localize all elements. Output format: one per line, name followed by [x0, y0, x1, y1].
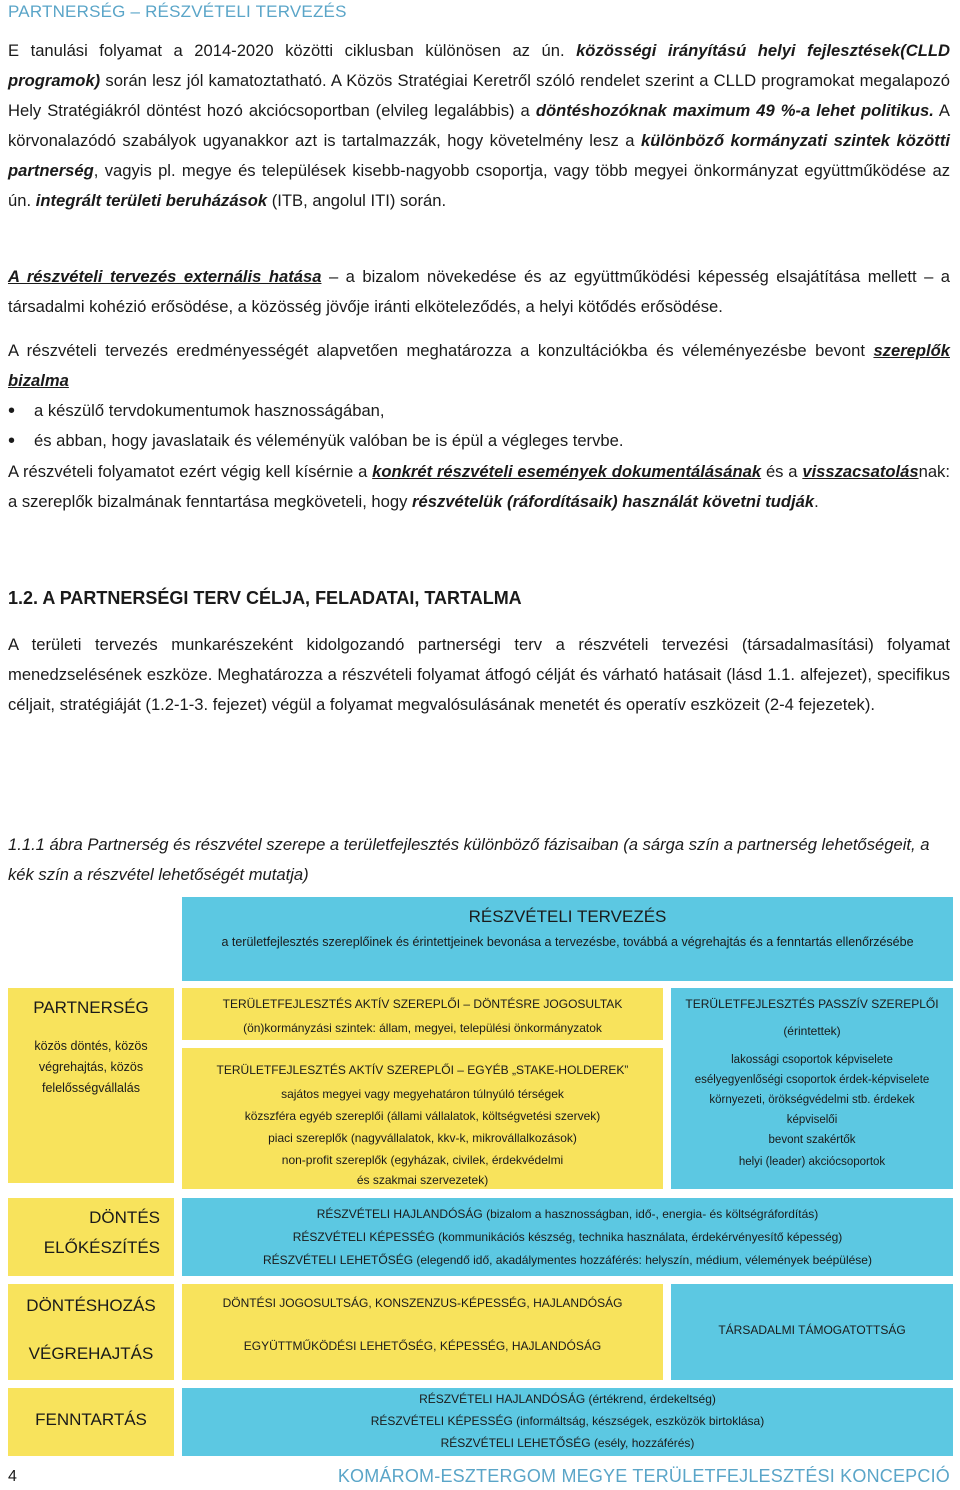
section-title: 1.2. A PARTNERSÉGI TERV CÉLJA, FELADATAI, TARTALMA [8, 588, 522, 608]
list-item: • és abban, hogy javaslataik és véleményük valóban be is épül a végleges tervbe. [8, 426, 950, 456]
maintenance-box [8, 1388, 174, 1456]
stakeholder-line: közszféra egyéb szereplői (állami vállalatok, költségvetési szervek) [244, 1109, 601, 1123]
passive-actors-title: TERÜLETFEJLESZTÉS PASSZÍV SZEREPLŐI [685, 997, 939, 1011]
decision-making-label: DÖNTÉSHOZÁS [26, 1296, 156, 1315]
active-actors-decision-box [182, 988, 663, 1040]
passive-actor-line: lakossági csoportok képviselete [731, 1054, 893, 1066]
social-support-box [671, 1284, 953, 1380]
active-actors-decision-line: (ön)kormányzási szintek: állam, megyei, települési önkormányzatok [243, 1021, 602, 1035]
passive-actor-line: bevont szakértők [768, 1134, 856, 1146]
active-actors-decision-title: TERÜLETFEJLESZTÉS AKTÍV SZEREPLŐI – DÖNTÉSRE JOGOSULTAK [222, 997, 623, 1011]
active-actors-stakeholders-box [182, 1048, 663, 1189]
list-item: • a készülő tervdokumentumok hasznosságában, [8, 396, 950, 426]
participatory-planning-box [182, 897, 953, 981]
maintenance-line: RÉSZVÉTELI KÉPESSÉG (informáltság, készségek, eszközök birtoklása) [370, 1414, 765, 1428]
passive-actor-line: helyi (leader) akciócsoportok [738, 1156, 886, 1168]
maintenance-line: RÉSZVÉTELI LEHETŐSÉG (esély, hozzáférés) [440, 1436, 695, 1450]
paragraph-externalities: A részvételi tervezés externális hatása – a bizalom növekedése és az együttműködési képesség elsajátítása mellett – a társadalmi kohézió erősödése, a közösség jövője iránti elköteleződés, a helyi kötődés erősödése. [8, 267, 951, 316]
decision-preparation-participation-box [182, 1198, 953, 1276]
decision-preparation-box [8, 1198, 174, 1276]
participation-line: RÉSZVÉTELI HAJLANDÓSÁG (bizalom a hasznosságban, idő-, energia- és költségráfordítás) [316, 1207, 819, 1221]
page-number: 4 [8, 1468, 17, 1485]
stakeholder-line: piaci szereplők (nagyvállalatok, kkv-k, mikrovállalkozások) [268, 1131, 577, 1145]
maintenance-label: FENNTARTÁS [35, 1410, 147, 1429]
paragraph-partnership-plan: A területi tervezés munkarészeként kidolgozandó partnerségi terv a részvételi tervezési (társadalmasítási) folyamat menedzselésének eszköze. Meghatározza a részvételi folyamat átfogó célját és várható hatásait (lásd 1.1. alfejezet), specifikus céljait, stratégiáját (1.2-1-3. fejezet) végül a folyamat megvalósulásának menetét és operatív eszközeit (2-4 fejezetek). [8, 635, 950, 714]
paragraph-clld: E tanulási folyamat a 2014-2020 közötti ciklusban különösen az ún. közösségi irányítású helyi fejlesztések(CLLD programok) során lesz jól kamatoztatható. A Közös Stratégiai Keretről szóló rendelet szerint a CLLD programokat megalapozó Hely Stratégiákról döntést hozó akciócsoportban (elvileg legalábbis) a döntéshozóknak maximum 49 %-a lehet politikus. A körvonalazódó szabályok ugyanakkor azt is tartalmazzák, hogy követelmény lesz a különböző kormányzati szintek közötti partnerség, vagyis pl. megye és települések kisebb-nagyobb csoportja, vagy több megyei önkormányzat együttműködése az ún. integrált területi beruházások (ITB, angolul ITI) során. [8, 41, 950, 210]
passive-actors-subtitle: (érintettek) [783, 1024, 841, 1038]
social-support-label: TÁRSADALMI TÁMOGATOTTSÁG [718, 1323, 906, 1337]
partnership-subtitle: közös döntés, közös végrehajtás, közös felelősségvállalás [34, 1039, 148, 1095]
partnership-box [8, 988, 174, 1183]
paragraph-trust: A részvételi tervezés eredményességét alapvetően meghatározza a konzultációkba és véleményezésbe bevont szereplők bizalma [8, 341, 950, 390]
stakeholder-line: sajátos megyei vagy megyehatáron túlnyúló térségek [281, 1087, 564, 1101]
partnership-title: PARTNERSÉG [33, 998, 149, 1017]
cooperation-line: EGYÜTTMŰKÖDÉSI LEHETŐSÉG, KÉPESSÉG, HAJLANDÓSÁG [243, 1339, 602, 1353]
stakeholder-line: és szakmai szervezetek) [356, 1173, 489, 1187]
maintenance-line: RÉSZVÉTELI HAJLANDÓSÁG (értékrend, érdekeltség) [419, 1392, 716, 1406]
paragraph-documentation: A részvételi folyamatot ezért végig kell kísérnie a konkrét részvételi események dokumentálásának és a visszacsatolásnak: a szereplők bizalmának fenntartása megköveteli, hogy részvételük (ráfordításaik) használát követni tudják. [8, 462, 950, 511]
passive-actor-line: esélyegyenlőségi csoportok érdek-képviselete [694, 1074, 930, 1086]
stakeholder-line: non-profit szereplők (egyházak, civilek, érdekvédelmi [281, 1153, 564, 1167]
implementation-label: VÉGREHAJTÁS [28, 1344, 154, 1363]
decision-implementation-box [8, 1284, 174, 1380]
participation-line: RÉSZVÉTELI KÉPESSÉG (kommunikációs készség, technika használata, érdekérvényesítő képesség) [292, 1230, 843, 1244]
footer-title: KOMÁROM-ESZTERGOM MEGYE TERÜLETFEJLESZTÉSI KONCEPCIÓ [337, 1466, 950, 1486]
decision-rights-line: DÖNTÉSI JOGOSULTSÁG, KONSZENZUS-KÉPESSÉG, HAJLANDÓSÁG [222, 1296, 623, 1310]
participatory-planning-title: RÉSZVÉTELI TERVEZÉS [468, 907, 667, 926]
figure-caption: 1.1.1 ábra Partnerség és részvétel szerepe a területfejlesztés különböző fázisaiban (a sárga szín a partnerség lehetőségeit, a kék szín a részvétel lehetőségét mutatja) [8, 835, 930, 884]
running-header: PARTNERSÉG – RÉSZVÉTELI TERVEZÉS [8, 2, 347, 21]
preparation-label: ELŐKÉSZÍTÉS [43, 1238, 160, 1257]
active-actors-stakeholders-title: TERÜLETFEJLESZTÉS AKTÍV SZEREPLŐI – EGYÉB „STAKE-HOLDEREK” [216, 1063, 629, 1077]
passive-actors-box [671, 988, 953, 1189]
maintenance-participation-box [182, 1388, 953, 1456]
participation-line: RÉSZVÉTELI LEHETŐSÉG (elegendő idő, akadálymentes hozzáférés: helyszín, médium, vélemények beépülése) [263, 1253, 872, 1267]
passive-actor-line: környezeti, örökségvédelmi stb. érdekek képviselői [709, 1094, 915, 1126]
decision-label: DÖNTÉS [89, 1208, 160, 1227]
participatory-planning-subtitle: a területfejlesztés szereplőinek és érintettjeinek bevonása a tervezésbe, továbbá a végrehajtás és a fenntartás ellenőrzésébe [221, 935, 914, 949]
decision-cooperation-box [182, 1284, 663, 1380]
trust-bullet-list [8, 396, 950, 456]
